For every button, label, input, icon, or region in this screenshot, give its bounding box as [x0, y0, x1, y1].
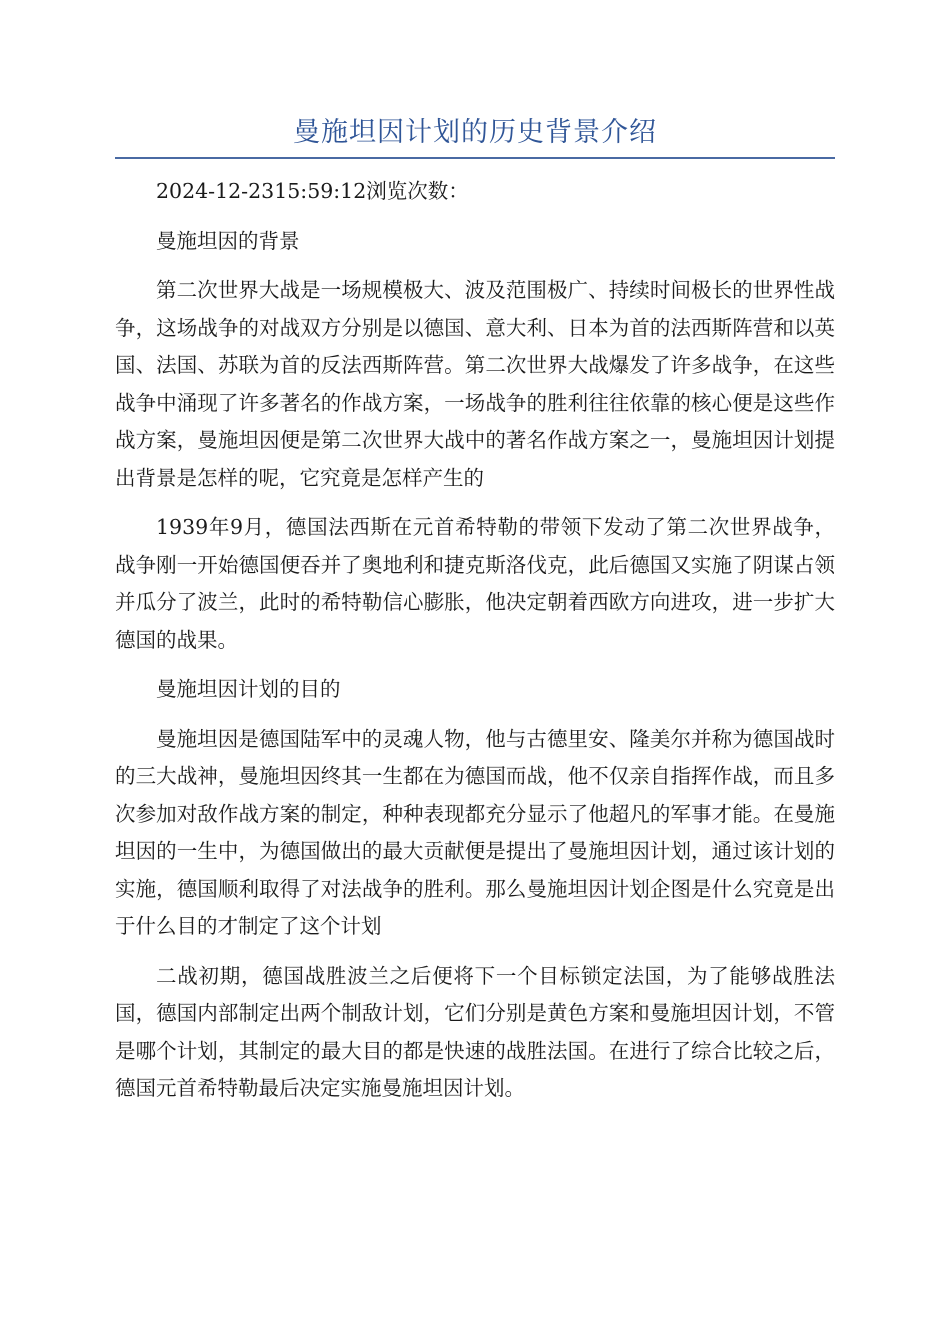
section-heading-purpose: 曼施坦因计划的目的	[156, 677, 341, 701]
page-title: 曼施坦因计划的历史背景介绍	[293, 117, 657, 148]
meta-line: 2024-12-2315:59:12浏览次数：	[156, 179, 469, 203]
paragraph: 第二次世界大战是一场规模极大、波及范围极广、持续时间极长的世界性战争，这场战争的对战双方分别是以德国、意大利、日本为首的法西斯阵营和以英国、法国、苏联为首的反法西斯阵营。第二次世界大战爆发了许多战争，在这些战争中涌现了许多著名的作战方案，一场战争的胜利往往依靠的核心便是这些作战方案，曼施坦因便是第二次世界大战中的著名作战方案之一，曼施坦因计划提出背景是怎样的呢，它究竟是怎样产生的	[115, 278, 835, 490]
paragraph: 1939年9月，德国法西斯在元首希特勒的带领下发动了第二次世界战争，战争刚一开始德国便吞并了奥地利和捷克斯洛伐克，此后德国又实施了阴谋占领并瓜分了波兰，此时的希特勒信心膨胀，他决定朝着西欧方向进攻，进一步扩大德国的战果。	[115, 515, 835, 652]
document-body	[115, 173, 835, 1120]
paragraph: 曼施坦因是德国陆军中的灵魂人物，他与古德里安、隆美尔并称为德国战时的三大战神，曼施坦因终其一生都在为德国而战，他不仅亲自指挥作战，而且多次参加对敌作战方案的制定，种种表现都充分显示了他超凡的军事才能。在曼施坦因的一生中，为德国做出的最大贡献便是提出了曼施坦因计划，通过该计划的实施，德国顺利取得了对法战争的胜利。那么曼施坦因计划企图是什么究竟是出于什么目的才制定了这个计划	[115, 726, 835, 938]
section-heading-background: 曼施坦因的背景	[156, 228, 300, 253]
paragraph: 二战初期，德国战胜波兰之后便将下一个目标锁定法国，为了能够战胜法国，德国内部制定出两个制敌计划，它们分别是黄色方案和曼施坦因计划，不管是哪个计划，其制定的最大目的都是快速的战胜法国。在进行了综合比较之后，德国元首希特勒最后决定实施曼施坦因计划。	[115, 963, 835, 1100]
title-block	[115, 113, 835, 159]
